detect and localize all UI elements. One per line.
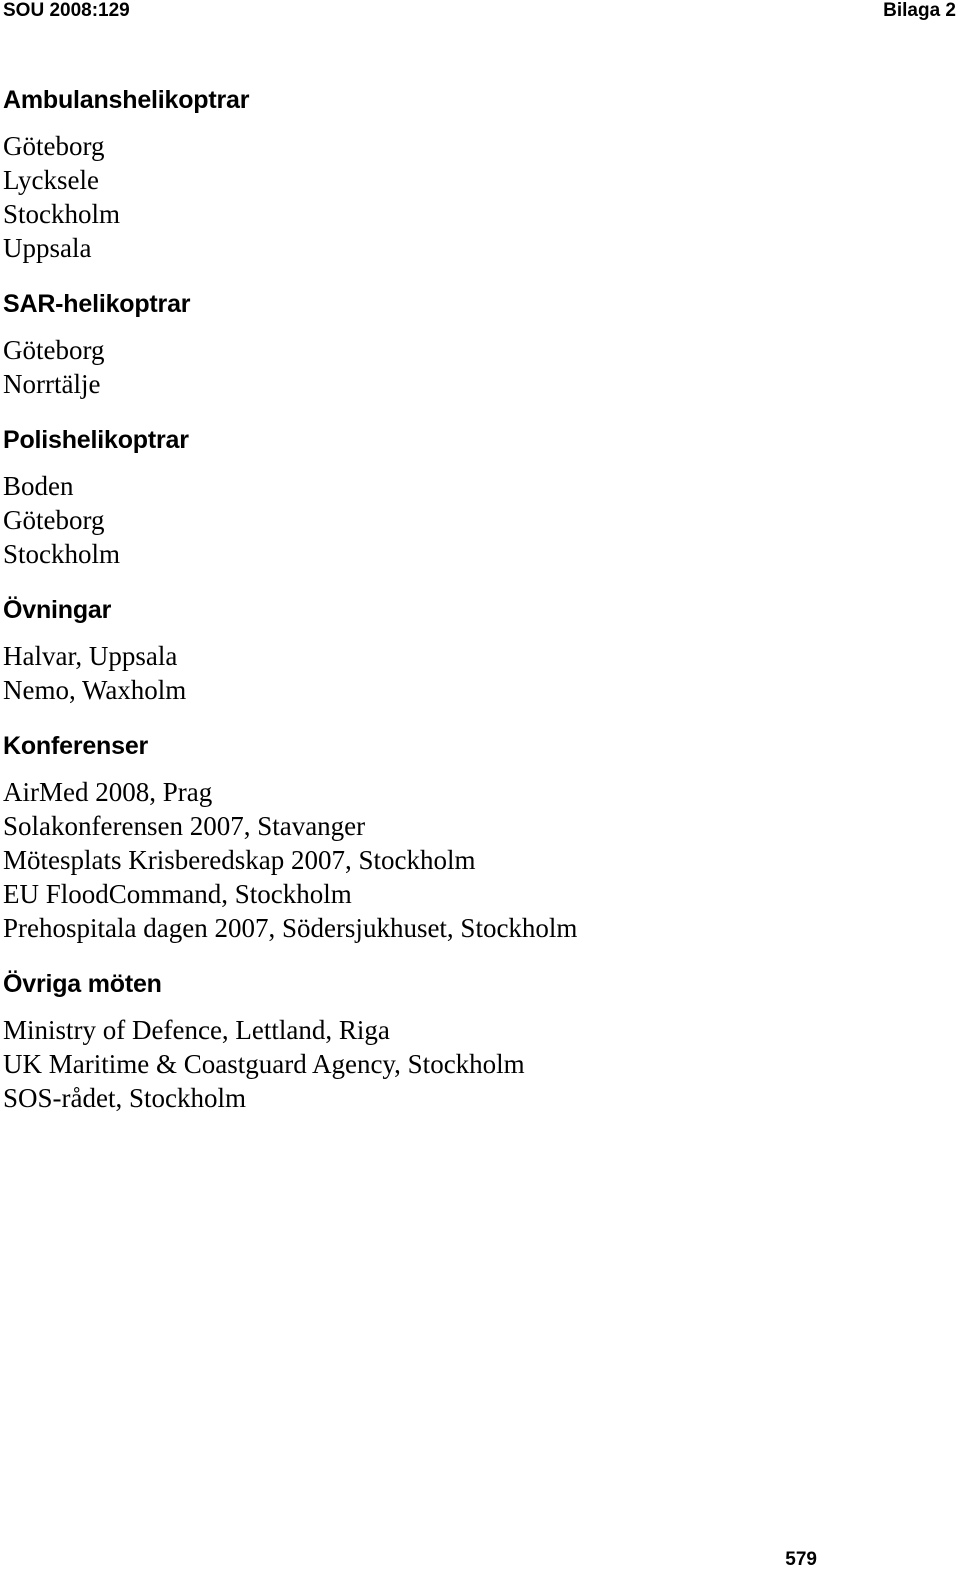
- list-item: AirMed 2008, Prag: [3, 777, 213, 807]
- list-item: Mötesplats Krisberedskap 2007, Stockholm: [3, 845, 476, 875]
- list-item: Göteborg: [3, 505, 105, 535]
- list-item: SOS-rådet, Stockholm: [3, 1083, 246, 1113]
- list-item: Solakonferensen 2007, Stavanger: [3, 811, 366, 841]
- list-item: Lycksele: [3, 165, 99, 195]
- section-list: [3, 775, 903, 945]
- list-item: Prehospitala dagen 2007, Södersjukhuset, Stockholm: [3, 913, 578, 943]
- section-heading: Övningar: [3, 596, 112, 624]
- section-heading: Ambulanshelikoptrar: [3, 86, 250, 114]
- list-item: Norrtälje: [3, 369, 101, 399]
- section-list: [3, 1013, 903, 1115]
- section-polishelikoptrar: [3, 423, 903, 571]
- list-item: UK Maritime & Coastguard Agency, Stockholm: [3, 1049, 525, 1079]
- appendix-label: Bilaga 2: [883, 0, 956, 21]
- list-item: Göteborg: [3, 335, 105, 365]
- section-ambulanshelikoptrar: [3, 83, 903, 265]
- running-header: [0, 0, 960, 22]
- list-item: Uppsala: [3, 233, 92, 263]
- section-list: [3, 639, 903, 707]
- section-ovriga-moten: [3, 967, 903, 1115]
- page-number: 579: [785, 1549, 817, 1570]
- section-list: [3, 333, 903, 401]
- section-list: [3, 129, 903, 265]
- list-item: Göteborg: [3, 131, 105, 161]
- list-item: Ministry of Defence, Lettland, Riga: [3, 1015, 390, 1045]
- list-item: Stockholm: [3, 539, 121, 569]
- list-item: Boden: [3, 471, 74, 501]
- list-item: EU FloodCommand, Stockholm: [3, 879, 352, 909]
- section-heading: Övriga möten: [3, 970, 162, 998]
- section-heading: Konferenser: [3, 732, 149, 760]
- list-item: Halvar, Uppsala: [3, 641, 178, 671]
- document-reference: SOU 2008:129: [3, 0, 130, 21]
- section-sar-helikoptrar: [3, 287, 903, 401]
- section-konferenser: [3, 729, 903, 945]
- section-heading: Polishelikoptrar: [3, 426, 189, 454]
- section-ovningar: [3, 593, 903, 707]
- section-heading: SAR-helikoptrar: [3, 290, 191, 318]
- list-item: Nemo, Waxholm: [3, 675, 187, 705]
- section-list: [3, 469, 903, 571]
- document-body: [3, 83, 903, 1137]
- list-item: Stockholm: [3, 199, 121, 229]
